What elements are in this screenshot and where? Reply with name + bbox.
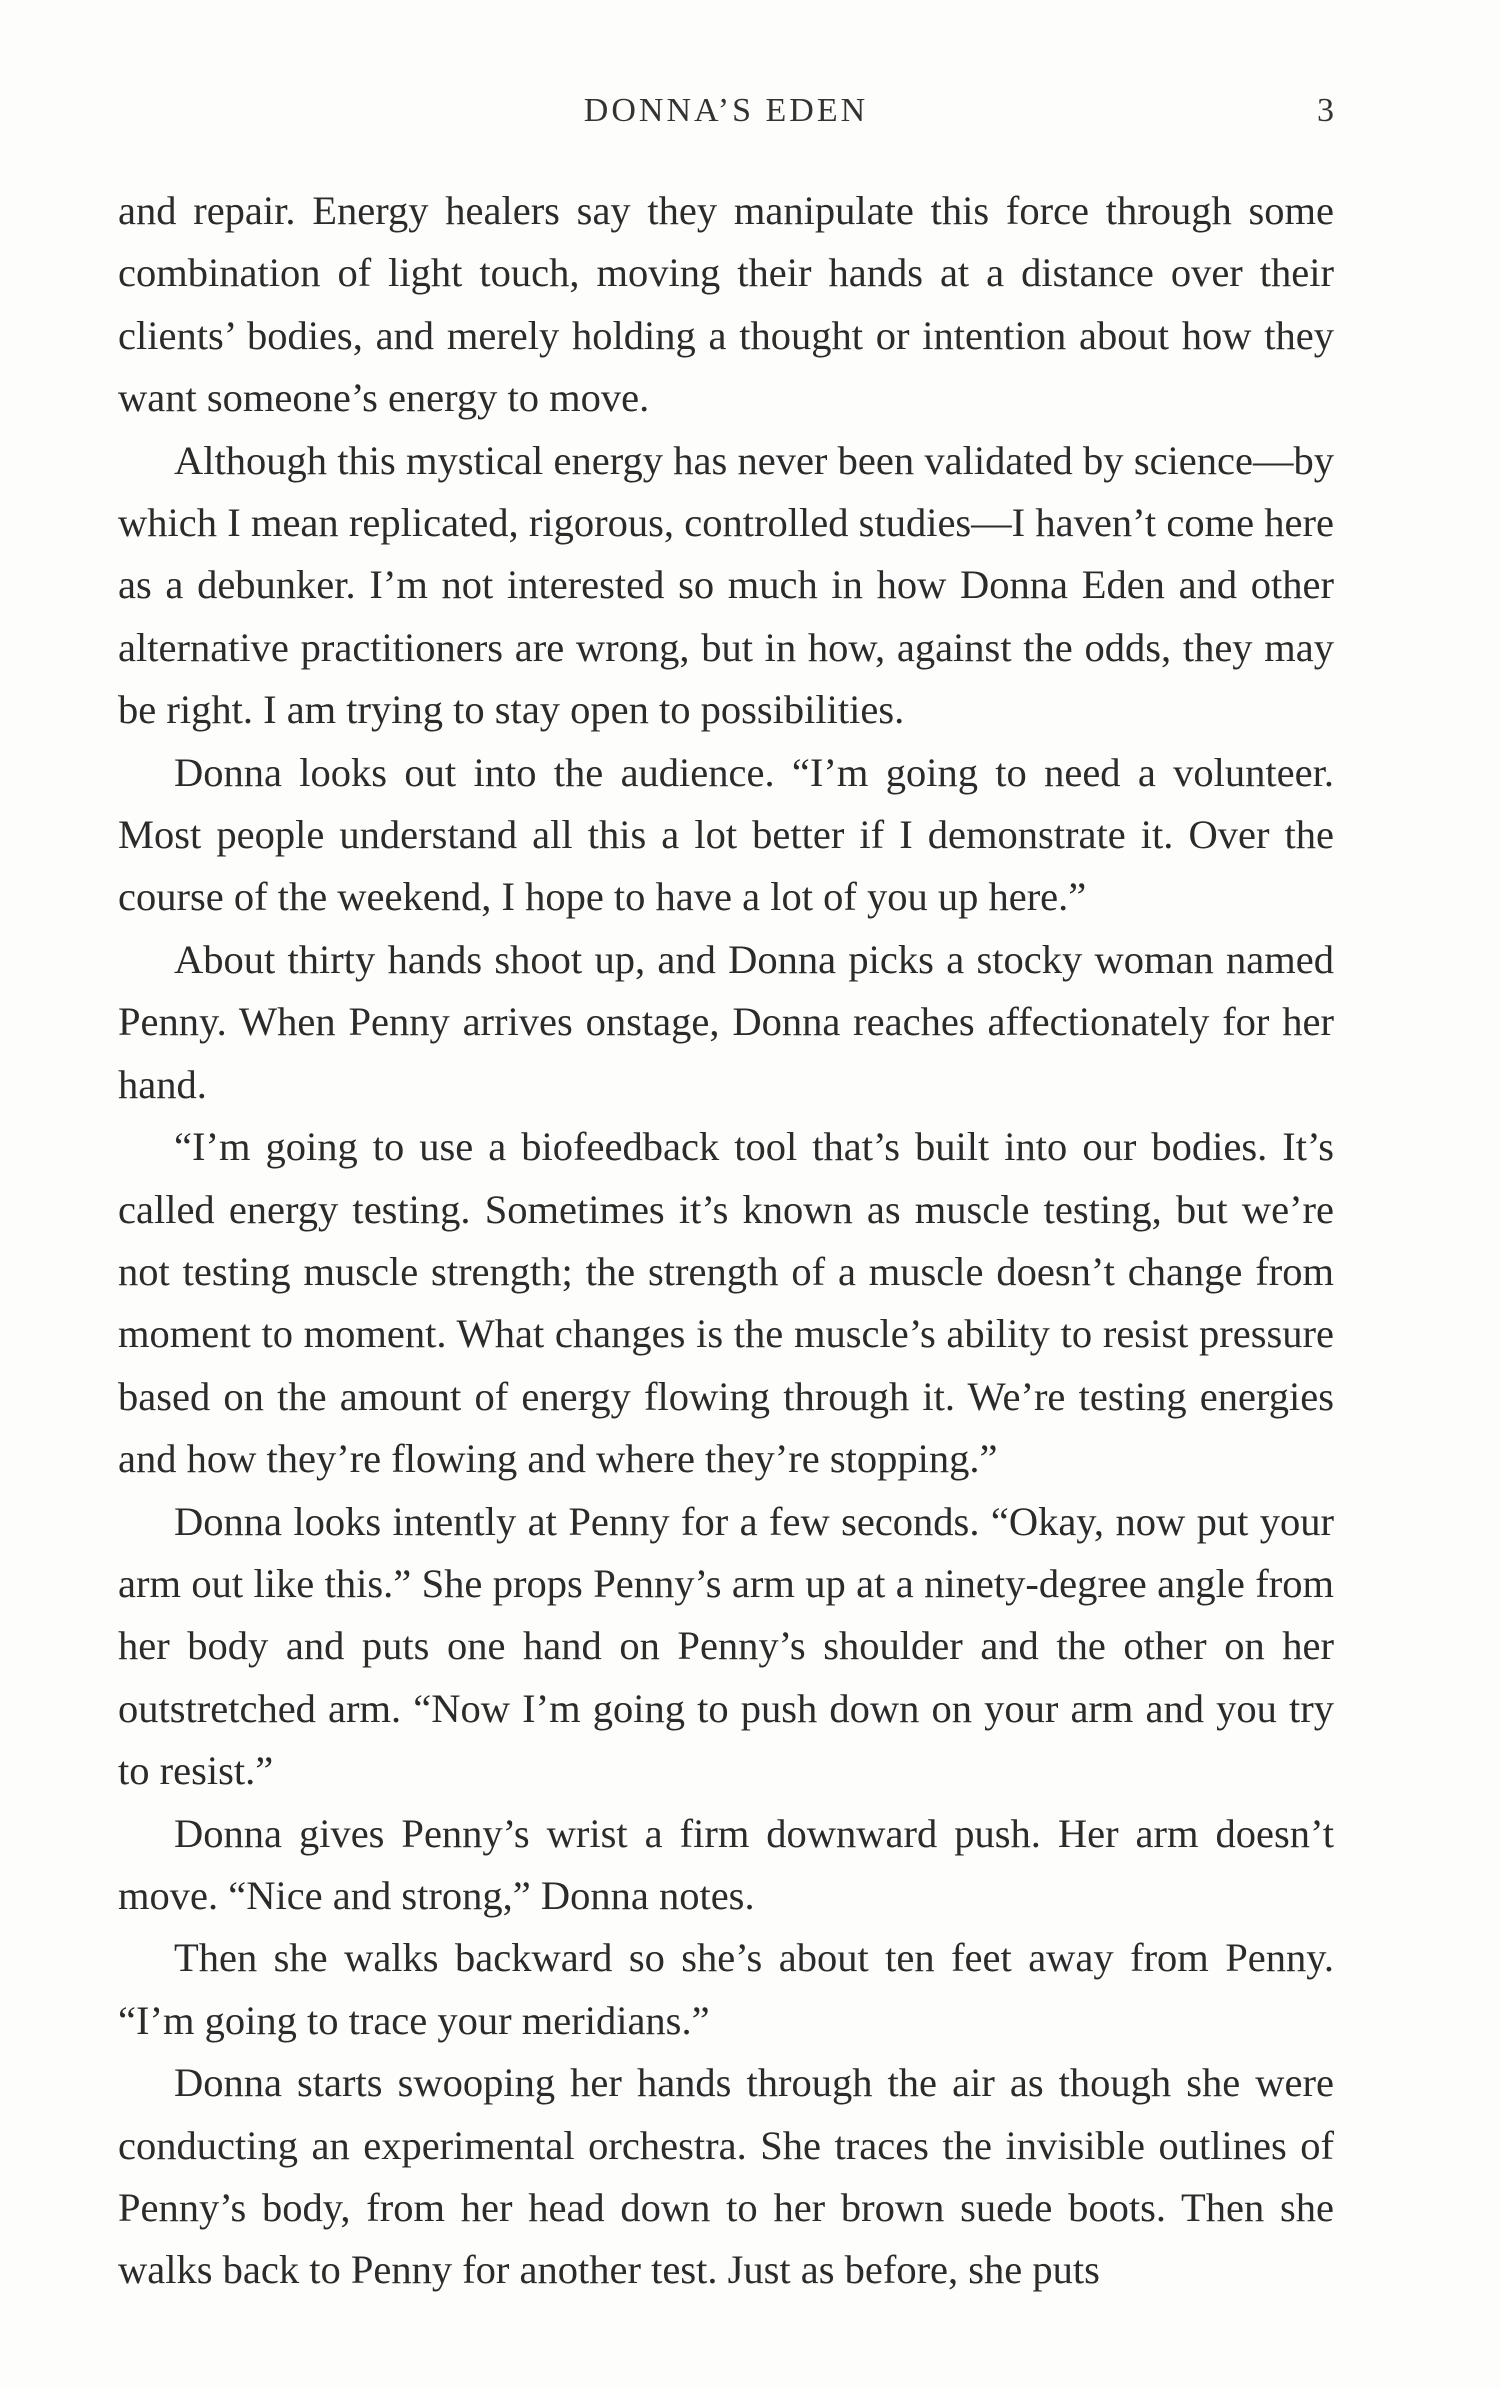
- running-head: [118, 92, 1334, 142]
- paragraph: Donna starts swooping her hands through the air as though she were conducting an experimental orchestra. She traces the invisible outlines of Penny’s body, from her head down to her brown suede boots. Then she walks back to Penny for another test. Just as before, she puts: [118, 2060, 1334, 2293]
- paragraph: Donna looks out into the audience. “I’m going to need a volunteer. Most people understand all this a lot better if I demonstrate it. Over the course of the weekend, I hope to have a lot of you up here.”: [118, 749, 1334, 920]
- paragraph: “I’m going to use a biofeedback tool that’s built into our bodies. It’s called energy testing. Sometimes it’s known as muscle testing, but we’re not testing muscle strength; the strength of a muscle doesn’t change from moment to moment. What changes is the muscle’s ability to resist pressure based on the amount of energy flowing through it. We’re testing energies and how they’re flowing and where they’re stopping.”: [118, 1124, 1334, 1482]
- paragraph: About thirty hands shoot up, and Donna picks a stocky woman named Penny. When Penny arrives onstage, Donna reaches affectionately for her hand.: [118, 936, 1334, 1107]
- paragraph: Then she walks backward so she’s about ten feet away from Penny. “I’m going to trace your meridians.”: [118, 1935, 1334, 2043]
- paragraph: Donna gives Penny’s wrist a firm downward push. Her arm doesn’t move. “Nice and strong,” Donna notes.: [118, 1810, 1334, 1918]
- running-title: DONNA’S EDEN: [583, 92, 869, 129]
- paragraph: Although this mystical energy has never been validated by science—by which I mean replicated, rigorous, controlled studies—I haven’t come here as a debunker. I’m not interested so much in how Donna Eden and other alternative practitioners are wrong, but in how, against the odds, they may be right. I am trying to stay open to possibilities.: [118, 437, 1334, 733]
- paragraph: and repair. Energy healers say they manipulate this force through some combination of light touch, moving their hands at a distance over their clients’ bodies, and merely holding a thought or intention about how they want someone’s energy to move.: [118, 188, 1334, 421]
- body-text: [118, 180, 1334, 2302]
- page-number: 3: [1317, 92, 1334, 129]
- paragraph: Donna looks intently at Penny for a few seconds. “Okay, now put your arm out like this.” She props Penny’s arm up at a ninety-degree angle from her body and puts one hand on Penny’s shoulder and the other on her outstretched arm. “Now I’m going to push down on your arm and you try to resist.”: [118, 1498, 1334, 1794]
